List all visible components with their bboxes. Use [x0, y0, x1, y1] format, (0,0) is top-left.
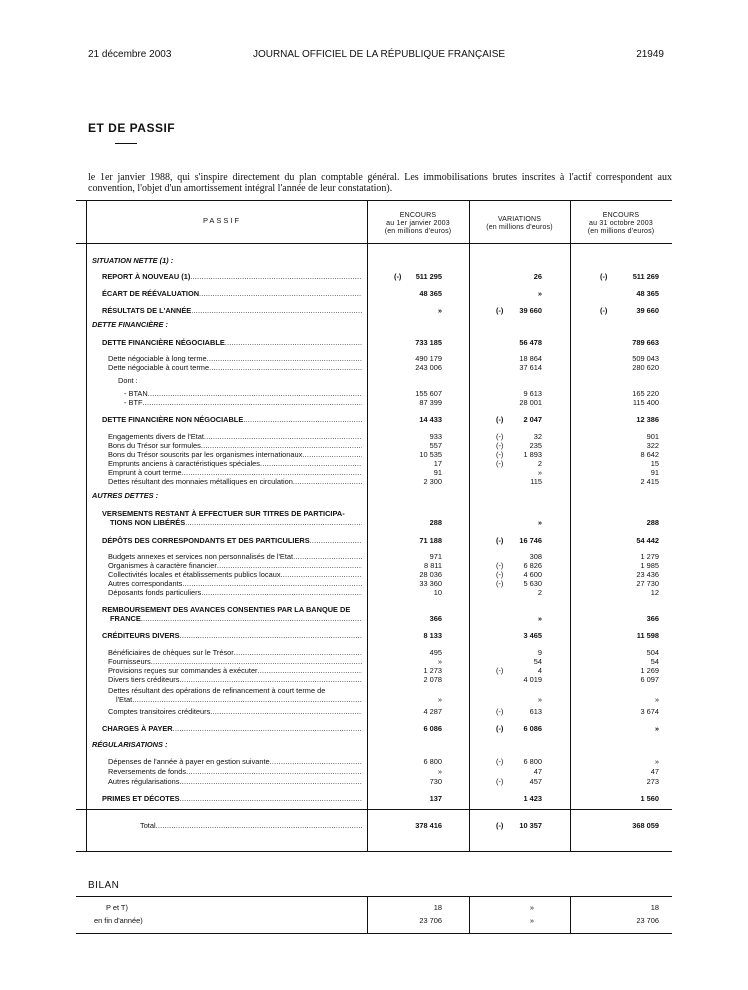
row-label-text: Dépenses de l'année à payer en gestion suivante	[108, 757, 270, 766]
row-label	[102, 272, 362, 281]
cell-value-col1: 6 800	[423, 757, 442, 766]
cell-value-col2: 115	[530, 477, 542, 486]
cell-value-col1: 8 811	[424, 561, 442, 570]
column-header-variations	[471, 216, 568, 232]
cell-value-col1: 511 295	[415, 272, 442, 281]
row-label-text: Budgets annexes et services non personnalisés de l'Etat	[108, 552, 294, 561]
cell-value-col3: 2 415	[640, 477, 659, 486]
cell-value-col1: 1 273	[423, 666, 442, 675]
row-label	[108, 552, 362, 561]
cell-value-col3: 1 269	[640, 666, 659, 675]
column-header-encours-end	[572, 212, 670, 236]
table-header-rule	[76, 243, 672, 244]
cell-value-col1: 155 607	[415, 389, 442, 398]
column-header-encours-end-line1: ENCOURS	[602, 212, 640, 219]
row-label-text: Provisions reçues sur commandes à exécuter	[108, 666, 258, 675]
cell-value-col3: 23 436	[636, 570, 659, 579]
row-label-text: RÉGULARISATIONS :	[92, 740, 168, 749]
row-label	[108, 459, 362, 468]
row-label	[92, 740, 362, 749]
cell-value-col1: »	[437, 695, 442, 704]
column-header-encours-start	[369, 212, 467, 236]
cell-sign-col2: (-)	[496, 415, 504, 424]
cell-value-col2: »	[537, 518, 542, 527]
row-label-text: DETTE FINANCIÈRE NON NÉGOCIABLE	[102, 415, 244, 424]
cell-sign-col2: (-)	[496, 777, 504, 786]
row-label-text: l'Etat	[116, 695, 133, 704]
cell-value-col3: 288	[646, 518, 659, 527]
row-label-text: TIONS NON LIBÉRÉS	[110, 518, 186, 527]
cell-value-col1: »	[437, 657, 442, 666]
cell-value-col1: 2 078	[423, 675, 442, 684]
cell-sign-col2: (-)	[496, 536, 504, 545]
row-label-text: PRIMES ET DÉCOTES	[102, 794, 180, 803]
cell-value-col3: 48 365	[636, 289, 659, 298]
cell-value-col3: 8 642	[640, 450, 659, 459]
row-label-text: Autres régularisations	[108, 777, 180, 786]
row-label-text: DETTE FINANCIÈRE :	[92, 320, 168, 329]
bilan-top-rule	[76, 896, 672, 897]
cell-value-col1: 366	[429, 614, 442, 623]
row-label	[124, 389, 362, 398]
column-divider-3	[570, 200, 571, 852]
cell-value-col2: 2	[537, 588, 542, 597]
row-label-text: Bons du Trésor sur formules	[108, 441, 201, 450]
cell-value-col1: 28 036	[419, 570, 442, 579]
cell-value-col2: 4 019	[523, 675, 542, 684]
table-top-rule	[76, 200, 672, 201]
row-label-text: CRÉDITEURS DIVERS	[102, 631, 180, 640]
cell-value-col3: 115 400	[632, 398, 659, 407]
cell-value-col1: 971	[429, 552, 442, 561]
cell-value-col2: 6 800	[523, 757, 542, 766]
column-divider-1	[367, 200, 368, 852]
row-label-text: en fin d'année)	[94, 916, 143, 925]
row-label	[102, 306, 362, 315]
row-label	[108, 777, 362, 786]
cell-value-col1: 33 360	[419, 579, 442, 588]
row-label-text: Emprunts anciens à caractéristiques spéciales	[108, 459, 260, 468]
cell-sign-col2: (-)	[496, 561, 504, 570]
cell-value-col1: 733 185	[415, 338, 442, 347]
cell-sign-col1: (-)	[394, 272, 402, 281]
cell-value-col3: »	[654, 724, 659, 733]
cell-value-col3: 901	[646, 432, 659, 441]
cell-value-col1: 243 006	[415, 363, 442, 372]
row-label-text: Dettes résultant des opérations de refinancement à court terme de	[108, 686, 326, 695]
cell-value-col3: 504	[646, 648, 659, 657]
header-date: 21 décembre 2003	[88, 49, 172, 60]
row-label-text: DÉPÔTS DES CORRESPONDANTS ET DES PARTICULIERS	[102, 536, 310, 545]
row-label	[108, 707, 362, 716]
column-divider-2	[469, 200, 470, 852]
bilan-title: BILAN	[88, 880, 120, 891]
cell-sign-col2: (-)	[496, 707, 504, 716]
bilan-table	[76, 896, 672, 934]
cell-sign-col2: (-)	[496, 821, 504, 830]
cell-value-col2: 308	[529, 552, 542, 561]
row-label-text: P et T)	[106, 903, 128, 912]
row-label	[92, 320, 362, 329]
passif-table	[76, 200, 672, 852]
cell-value-col1: 10	[433, 588, 442, 597]
row-label	[108, 657, 362, 666]
cell-value-col2: 613	[529, 707, 542, 716]
cell-value-col2: »	[529, 903, 534, 912]
cell-value-col2: 457	[529, 777, 542, 786]
cell-value-col3: 6 097	[640, 675, 659, 684]
cell-value-col1: »	[437, 767, 442, 776]
cell-value-col3: 1 985	[640, 561, 659, 570]
cell-value-col1: 2 300	[423, 477, 442, 486]
cell-value-col1: 14 433	[419, 415, 442, 424]
row-label-text: REMBOURSEMENT DES AVANCES CONSENTIES PAR LA BANQUE DE	[102, 605, 351, 614]
column-header-encours-end-line2: au 31 octobre 2003	[589, 220, 653, 227]
row-label	[108, 666, 362, 675]
row-label	[108, 354, 362, 363]
row-label	[102, 289, 362, 298]
row-label-text: Déposants fonds particuliers	[108, 588, 202, 597]
cell-value-col2: 54	[533, 657, 542, 666]
cell-sign-col2: (-)	[496, 757, 504, 766]
cell-value-col1: 87 399	[419, 398, 442, 407]
cell-sign-col2: (-)	[496, 724, 504, 733]
cell-value-col1: 18	[433, 903, 442, 912]
cell-value-col3: 1 279	[640, 552, 659, 561]
cell-value-col2: 1 423	[523, 794, 542, 803]
column-header-encours-start-line1: ENCOURS	[399, 212, 437, 219]
row-label-text: VERSEMENTS RESTANT À EFFECTUER SUR TITRES DE PARTICIPA-	[102, 509, 345, 518]
column-header-encours-start-line3: (en millions d'euros)	[384, 228, 452, 235]
row-label-text: Emprunt à court terme	[108, 468, 182, 477]
row-label	[108, 432, 362, 441]
row-label-text: ÉCART DE RÉÉVALUATION	[102, 289, 200, 298]
cell-value-col1: 288	[429, 518, 442, 527]
row-label-text: DETTE FINANCIÈRE NÉGOCIABLE	[102, 338, 225, 347]
row-label-text: Dette négociable à court terme	[108, 363, 210, 372]
cell-value-col3: 27 730	[636, 579, 659, 588]
cell-value-col3: 509 043	[632, 354, 659, 363]
row-label-text: Dont :	[118, 376, 138, 385]
row-label	[102, 509, 362, 518]
cell-value-col2: 9	[537, 648, 542, 657]
row-label-text: Collectivités locales et établissements publics locaux	[108, 570, 281, 579]
row-label-text: REPORT À NOUVEAU (1)	[102, 272, 191, 281]
row-label-text: CHARGES À PAYER	[102, 724, 173, 733]
row-label	[110, 614, 362, 623]
cell-value-col1: 730	[429, 777, 442, 786]
row-label	[108, 648, 362, 657]
row-label	[108, 561, 362, 570]
cell-sign-col2: (-)	[496, 306, 504, 315]
row-label	[108, 441, 362, 450]
cell-value-col2: 16 746	[519, 536, 542, 545]
cell-value-col3: 368 059	[632, 821, 659, 830]
cell-value-col1: 378 416	[415, 821, 442, 830]
row-label	[102, 536, 362, 545]
section-title: ET DE PASSIF	[88, 121, 176, 135]
cell-value-col2: »	[537, 289, 542, 298]
cell-value-col1: 71 188	[419, 536, 442, 545]
cell-value-col3: »	[654, 695, 659, 704]
row-label-text: - BTAN	[124, 389, 148, 398]
row-label-text: FRANCE	[110, 614, 141, 623]
cell-value-col2: 9 613	[523, 389, 542, 398]
cell-value-col1: 4 287	[423, 707, 442, 716]
cell-value-col3: 511 269	[632, 272, 659, 281]
row-label-text: Divers tiers créditeurs	[108, 675, 180, 684]
row-label-text: - BTF	[124, 398, 143, 407]
row-label	[108, 570, 362, 579]
cell-value-col3: 39 660	[636, 306, 659, 315]
row-label	[108, 588, 362, 597]
bilan-bottom-rule	[76, 933, 672, 934]
row-label	[102, 415, 362, 424]
row-label-text: RÉSULTATS DE L'ANNÉE	[102, 306, 192, 315]
cell-value-col3: 322	[646, 441, 659, 450]
cell-value-col3: 12	[650, 588, 659, 597]
row-label-text: Autres correspondants	[108, 579, 183, 588]
row-label	[108, 686, 362, 695]
table-bottom-rule	[76, 851, 672, 852]
row-label	[116, 695, 362, 704]
cell-sign-col2: (-)	[496, 459, 504, 468]
cell-value-col2: 47	[533, 767, 542, 776]
column-header-passif: PASSIF	[202, 216, 242, 225]
cell-value-col2: 1 893	[523, 450, 542, 459]
row-label-text: Bénéficiaires de chèques sur le Trésor	[108, 648, 234, 657]
row-label-text: Dettes résultant des monnaies métalliques en circulation	[108, 477, 293, 486]
cell-sign-col2: (-)	[496, 666, 504, 675]
row-label	[92, 491, 362, 500]
cell-value-col1: 495	[429, 648, 442, 657]
bilan-divider-3	[570, 896, 571, 934]
cell-value-col3: 273	[646, 777, 659, 786]
cell-value-col2: »	[537, 468, 542, 477]
column-header-encours-end-line3: (en millions d'euros)	[587, 228, 655, 235]
row-label	[102, 605, 362, 614]
cell-value-col1: 91	[433, 468, 442, 477]
column-header-encours-start-line2: au 1er janvier 2003	[386, 220, 450, 227]
row-label-text: AUTRES DETTES :	[92, 491, 159, 500]
cell-sign-col2: (-)	[496, 432, 504, 441]
row-label-text: Total	[140, 821, 156, 830]
bilan-divider-2	[469, 896, 470, 934]
intro-paragraph: le 1er janvier 1988, qui s'inspire directement du plan comptable général. Les immobilisations brutes inscrites à l'actif correspondent aux convention, l'objet d'un amortissement intégral l'année de leur constatation).	[88, 172, 672, 194]
cell-value-col1: 17	[433, 459, 442, 468]
cell-value-col3: 11 598	[636, 631, 659, 640]
row-label-text: Fournisseurs	[108, 657, 151, 666]
column-header-variations-line1: VARIATIONS	[497, 216, 542, 223]
cell-value-col1: 6 086	[423, 724, 442, 733]
column-header-variations-line2: (en millions d'euros)	[486, 224, 553, 231]
cell-value-col3: 47	[650, 767, 659, 776]
row-label	[94, 916, 362, 925]
row-label	[108, 363, 362, 372]
cell-value-col3: 54 442	[636, 536, 659, 545]
row-label-text: SITUATION NETTE (1) :	[92, 256, 174, 265]
row-label	[140, 821, 362, 830]
cell-sign-col3: (-)	[600, 306, 608, 315]
header-journal-title: JOURNAL OFFICIEL DE LA RÉPUBLIQUE FRANÇAISE	[252, 49, 506, 60]
row-label	[110, 518, 362, 527]
row-label	[118, 376, 362, 385]
row-label	[108, 579, 362, 588]
cell-value-col2: 2	[537, 459, 542, 468]
row-label	[124, 398, 362, 407]
cell-value-col1: »	[437, 306, 442, 315]
cell-value-col3: 280 620	[632, 363, 659, 372]
cell-value-col2: »	[529, 916, 534, 925]
cell-value-col2: 32	[533, 432, 542, 441]
cell-value-col2: 4 600	[523, 570, 542, 579]
cell-value-col3: 1 560	[640, 794, 659, 803]
row-label	[108, 450, 362, 459]
cell-value-col1: 490 179	[415, 354, 442, 363]
row-label	[108, 477, 362, 486]
cell-value-col3: 12 386	[636, 415, 659, 424]
row-label-text: Dette négociable à long terme	[108, 354, 207, 363]
row-label	[108, 767, 362, 776]
cell-value-col2: »	[537, 695, 542, 704]
cell-value-col3: 23 706	[636, 916, 659, 925]
cell-value-col2: 10 357	[519, 821, 542, 830]
title-underline	[115, 143, 137, 144]
cell-value-col2: 39 660	[519, 306, 542, 315]
cell-value-col2: 37 614	[519, 363, 542, 372]
row-label-text: Bons du Trésor souscrits par les organismes internationaux	[108, 450, 303, 459]
cell-value-col1: 557	[429, 441, 442, 450]
cell-value-col1: 933	[429, 432, 442, 441]
cell-value-col1: 10 535	[419, 450, 442, 459]
cell-value-col2: 56 478	[519, 338, 542, 347]
cell-value-col2: 5 630	[523, 579, 542, 588]
cell-value-col1: 48 365	[419, 289, 442, 298]
row-label-text: Comptes transitoires créditeurs	[108, 707, 211, 716]
cell-value-col2: 2 047	[523, 415, 542, 424]
cell-value-col3: 366	[646, 614, 659, 623]
cell-value-col3: 3 674	[640, 707, 659, 716]
table-left-border	[86, 200, 87, 852]
cell-sign-col2: (-)	[496, 570, 504, 579]
cell-value-col2: 26	[533, 272, 542, 281]
cell-value-col2: 3 465	[523, 631, 542, 640]
cell-value-col2: »	[537, 614, 542, 623]
row-label-text: Reversements de fonds	[108, 767, 187, 776]
row-label-text: Engagements divers de l'Etat	[108, 432, 204, 441]
cell-value-col3: 18	[650, 903, 659, 912]
row-label	[102, 338, 362, 347]
header-page-number: 21949	[636, 49, 664, 60]
cell-value-col1: 8 133	[423, 631, 442, 640]
row-label	[102, 724, 362, 733]
table-total-rule	[76, 809, 672, 810]
cell-value-col3: 15	[650, 459, 659, 468]
row-label	[108, 468, 362, 477]
cell-value-col1: 23 706	[419, 916, 442, 925]
cell-sign-col2: (-)	[496, 579, 504, 588]
row-label	[92, 256, 362, 265]
cell-value-col2: 6 086	[523, 724, 542, 733]
cell-value-col3: 789 663	[632, 338, 659, 347]
cell-sign-col2: (-)	[496, 450, 504, 459]
row-label	[102, 631, 362, 640]
bilan-divider-1	[367, 896, 368, 934]
row-label	[106, 903, 362, 912]
cell-value-col2: 4	[537, 666, 542, 675]
cell-value-col2: 235	[529, 441, 542, 450]
cell-value-col3: 165 220	[632, 389, 659, 398]
cell-value-col1: 137	[429, 794, 442, 803]
cell-value-col3: 91	[650, 468, 659, 477]
row-label	[108, 757, 362, 766]
cell-value-col2: 6 826	[523, 561, 542, 570]
cell-value-col2: 18 864	[519, 354, 542, 363]
cell-value-col2: 28 001	[519, 398, 542, 407]
row-label-text: Organismes à caractère financier	[108, 561, 217, 570]
cell-sign-col2: (-)	[496, 441, 504, 450]
cell-value-col3: »	[654, 757, 659, 766]
row-label	[102, 794, 362, 803]
cell-value-col3: 54	[650, 657, 659, 666]
cell-sign-col3: (-)	[600, 272, 608, 281]
row-label	[108, 675, 362, 684]
